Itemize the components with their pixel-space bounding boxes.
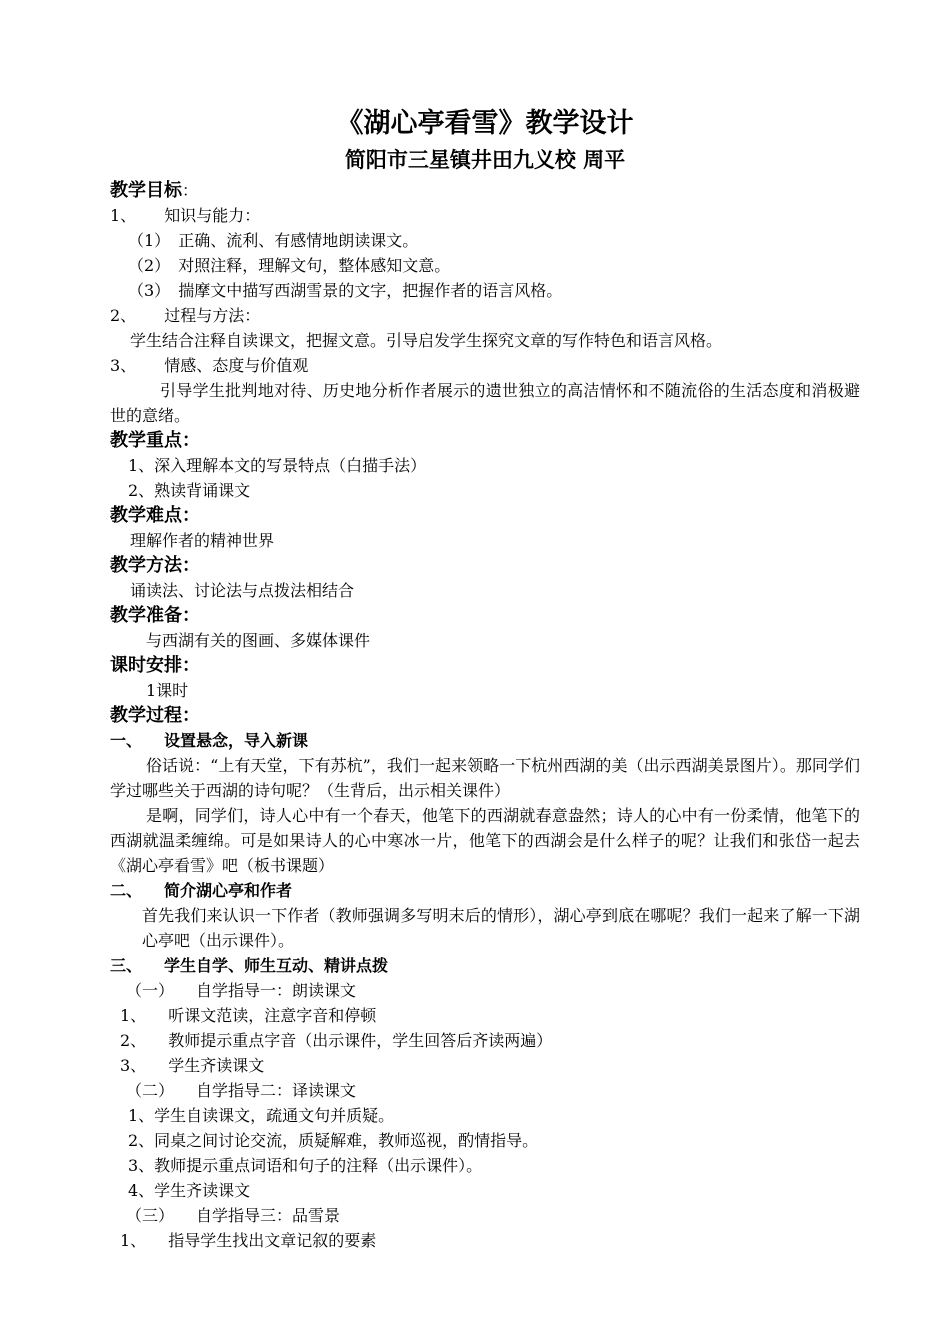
process-text: 学生结合注释自读课文，把握文意。引导启发学生探究文章的写作特色和语言风格。 xyxy=(130,331,723,350)
section-heading-key-points: 教学重点： xyxy=(110,430,200,451)
procedure-section-1-paragraph: 是啊，同学们，诗人心中有一个春天，他笔下的西湖就春意盎然；诗人的心中有一份柔情，他笔下的西湖就温柔缠绵。可是如果诗人的心中寒冰一片，他笔下的西湖会是什么样子的呢？让我们和张岱一起去《湖心亭看雪》吧（板书课题） xyxy=(110,806,860,875)
guide-2-item: 3、教师提示重点词语和句子的注释（出示课件）。 xyxy=(128,1156,483,1175)
procedure-section-2-paragraph: 首先我们来认识一下作者（教师强调多写明末后的情形），湖心亭到底在哪呢？我们一起来了解一下湖心亭吧（出示课件）。 xyxy=(142,906,860,950)
guide-1-item: 3、 学生齐读课文 xyxy=(120,1056,265,1075)
section-heading-difficulty: 教学难点： xyxy=(110,505,200,526)
goal-item-emotion: 3、 情感、态度与价值观 xyxy=(110,356,309,375)
emotion-text: 引导学生批判地对待、历史地分析作者展示的遗世独立的高洁情怀和不随流俗的生活态度和消极避世的意绪。 xyxy=(110,381,860,425)
procedure-section-2-title: 二、 简介湖心亭和作者 xyxy=(110,881,293,900)
guide-1-item: 1、 听课文范读，注意字音和停顿 xyxy=(120,1006,377,1025)
procedure-section-1-title: 一、 设置悬念，导入新课 xyxy=(110,731,309,750)
section-heading-method: 教学方法： xyxy=(110,555,200,576)
method-text: 诵读法、讨论法与点拨法相结合 xyxy=(130,581,355,600)
knowledge-sub-item: （1） 正确、流利、有感情地朗读课文。 xyxy=(128,231,419,250)
knowledge-sub-item: （3） 揣摩文中描写西湖雪景的文字，把握作者的语言风格。 xyxy=(128,281,563,300)
preparation-text: 与西湖有关的图画、多媒体课件 xyxy=(146,631,371,650)
section-heading-goals: 教学目标： xyxy=(110,180,199,201)
guide-1-item: 2、 教师提示重点字音（出示课件，学生回答后齐读两遍） xyxy=(120,1031,553,1050)
self-study-guide-2: （二） 自学指导二：译读课文 xyxy=(126,1081,357,1100)
self-study-guide-3: （三） 自学指导三：品雪景 xyxy=(126,1206,341,1225)
difficulty-text: 理解作者的精神世界 xyxy=(130,531,275,550)
procedure-section-1-paragraph: 俗话说：“上有天堂，下有苏杭”，我们一起来领略一下杭州西湖的美（出示西湖美景图片）。那同学们学过哪些关于西湖的诗句呢？（生背后，出示相关课件） xyxy=(110,756,860,800)
guide-2-item: 1、学生自读课文，疏通文句并质疑。 xyxy=(128,1106,395,1125)
procedure-section-3-title: 三、 学生自学、师生互动、精讲点拨 xyxy=(110,956,389,975)
document-title: 《湖心亭看雪》教学设计 xyxy=(336,108,634,139)
key-point-item: 1、深入理解本文的写景特点（白描手法） xyxy=(128,456,427,475)
guide-2-item: 2、同桌之间讨论交流，质疑解难，教师巡视，酌情指导。 xyxy=(128,1131,539,1150)
guide-3-item: 1、 指导学生找出文章记叙的要素 xyxy=(120,1231,377,1250)
document-page xyxy=(110,104,860,1253)
self-study-guide-1: （一） 自学指导一：朗读课文 xyxy=(126,981,357,1000)
section-heading-preparation: 教学准备： xyxy=(110,605,200,626)
key-point-item: 2、熟读背诵课文 xyxy=(128,481,251,500)
goal-item-process: 2、 过程与方法： xyxy=(110,306,261,325)
section-heading-procedure: 教学过程： xyxy=(110,705,200,726)
guide-2-item: 4、学生齐读课文 xyxy=(128,1181,251,1200)
goal-item-knowledge: 1、 知识与能力： xyxy=(110,206,261,225)
schedule-text: 1课时 xyxy=(146,681,189,700)
document-author: 简阳市三星镇井田九义校 周平 xyxy=(344,148,626,172)
section-heading-schedule: 课时安排： xyxy=(110,655,200,676)
knowledge-sub-item: （2） 对照注释，理解文句，整体感知文意。 xyxy=(128,256,451,275)
